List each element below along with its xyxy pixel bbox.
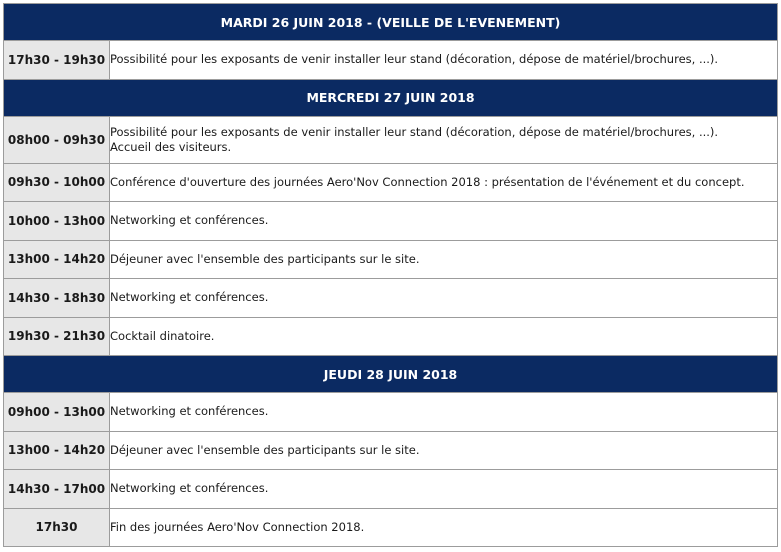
schedule-row (4, 117, 778, 164)
description-cell (110, 241, 778, 280)
schedule-row (4, 509, 778, 548)
schedule-table (3, 3, 778, 547)
time-cell: 13h00 - 14h20 (4, 432, 110, 471)
day-header-row (4, 356, 778, 393)
schedule-row (4, 164, 778, 203)
time-cell: 10h00 - 13h00 (4, 202, 110, 241)
schedule-row (4, 318, 778, 357)
description-text: Accueil des visiteurs. (110, 139, 232, 154)
day-header: MARDI 26 JUIN 2018 - (VEILLE DE L'EVENEMENT) (4, 4, 778, 41)
description-text: Possibilité pour les exposants de venir installer leur stand (décoration, dépose de matériel/brochures, ...). (110, 52, 719, 67)
description-text: Fin des journées Aero'Nov Connection 2018. (110, 519, 365, 534)
description-text: Cocktail dinatoire. (110, 328, 215, 343)
schedule-row (4, 393, 778, 432)
schedule-row (4, 241, 778, 280)
time-cell: 13h00 - 14h20 (4, 241, 110, 280)
day-header-row (4, 4, 778, 41)
time-cell: 09h00 - 13h00 (4, 393, 110, 432)
description-text: Conférence d'ouverture des journées Aero'Nov Connection 2018 : présentation de l'événement et du concept. (110, 174, 745, 189)
day-header-row (4, 80, 778, 117)
description-text: Networking et conférences. (110, 481, 269, 496)
time-cell: 19h30 - 21h30 (4, 318, 110, 357)
description-text: Déjeuner avec l'ensemble des participants sur le site. (110, 442, 420, 457)
schedule-row (4, 41, 778, 80)
description-cell (110, 117, 778, 164)
description-text: Networking et conférences. (110, 213, 269, 228)
schedule-row (4, 470, 778, 509)
description-text: Networking et conférences. (110, 290, 269, 305)
description-cell (110, 432, 778, 471)
day-header: JEUDI 28 JUIN 2018 (4, 356, 778, 393)
description-cell (110, 509, 778, 548)
time-cell: 17h30 - 19h30 (4, 41, 110, 80)
description-cell (110, 164, 778, 203)
description-text: Déjeuner avec l'ensemble des participants sur le site. (110, 251, 420, 266)
schedule-row (4, 279, 778, 318)
description-cell (110, 470, 778, 509)
schedule-row (4, 202, 778, 241)
description-cell (110, 393, 778, 432)
description-cell (110, 202, 778, 241)
time-cell: 08h00 - 09h30 (4, 117, 110, 164)
schedule-row (4, 432, 778, 471)
description-text: Networking et conférences. (110, 404, 269, 419)
time-cell: 09h30 - 10h00 (4, 164, 110, 203)
description-cell (110, 318, 778, 357)
time-cell: 14h30 - 17h00 (4, 470, 110, 509)
time-cell: 14h30 - 18h30 (4, 279, 110, 318)
time-cell: 17h30 (4, 509, 110, 548)
description-cell (110, 41, 778, 80)
day-header: MERCREDI 27 JUIN 2018 (4, 80, 778, 117)
description-cell (110, 279, 778, 318)
description-text: Possibilité pour les exposants de venir installer leur stand (décoration, dépose de matériel/brochures, ...). (110, 124, 719, 139)
